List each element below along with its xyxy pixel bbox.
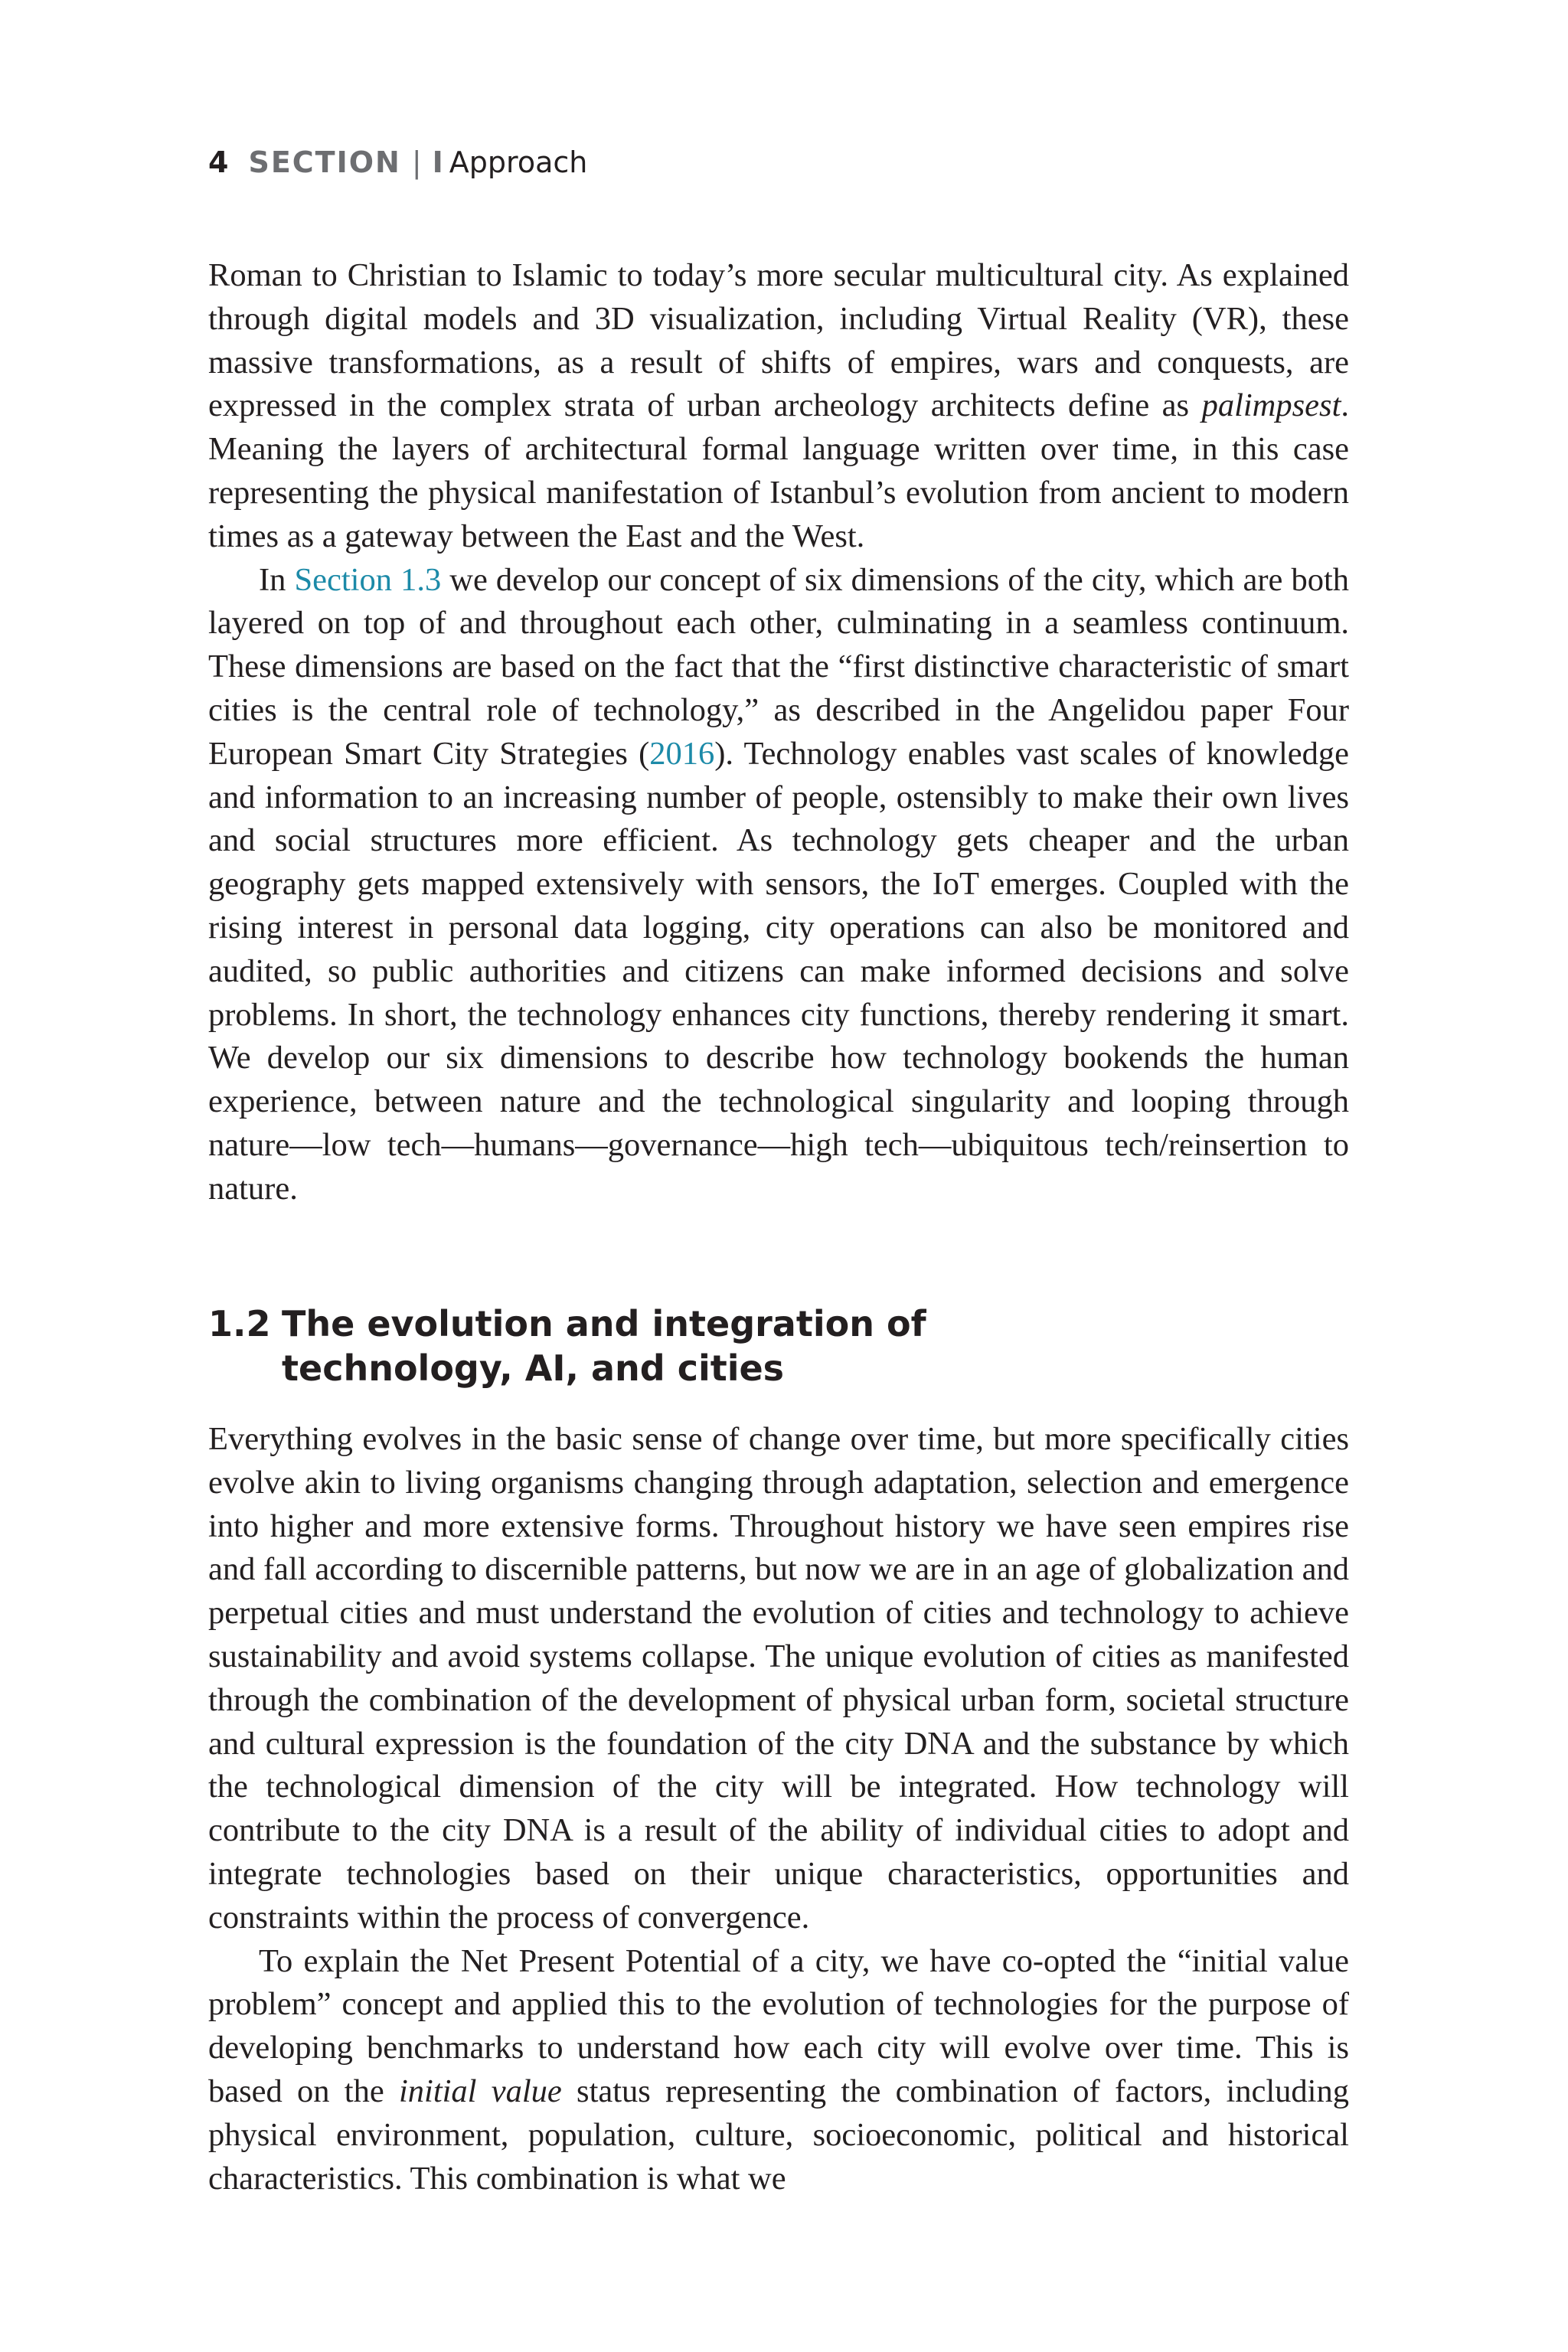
body-text-lower [208, 1418, 1349, 2200]
text-run: . Meaning the layers of architectural formal language written over time, in this case representing the physical manifestation of Istanbul’s evolution from ancient to modern times as a gateway between the East and the West. [208, 387, 1349, 554]
section-label: SECTION [248, 145, 401, 179]
section-heading [208, 1302, 1349, 1390]
paragraph-net-present-potential [208, 1940, 1349, 2201]
text-run: status representing the combination of factors, including physical environment, population, culture, socioeconomic, political and historical characteristics. This combination is what we [208, 2073, 1349, 2197]
text-run: In [259, 561, 295, 598]
section-link[interactable]: Section 1.3 [294, 561, 442, 598]
paragraph-evolution [208, 1418, 1349, 1940]
page-number: 4 [208, 145, 229, 179]
paragraph-istanbul [208, 254, 1349, 559]
heading-number: 1.2 [208, 1303, 271, 1344]
text-run: To explain the Net Present Potential of a city, we have co-opted the “initial value problem” concept and applied this to the evolution of technologies for the purpose of developing benchmarks to understand how each city will evolve over time. This is based on the [208, 1942, 1349, 2109]
section-title: Approach [449, 145, 588, 179]
italic-term: initial value [398, 2073, 562, 2109]
text-run: Roman to Christian to Islamic to today’s more secular multicultural city. As explained through digital models and 3D visualization, including Virtual Reality (VR), these massive transformations, as a result of shifts of empires, wars and conquests, are expressed in the complex strata of urban archeology architects define as [208, 257, 1349, 424]
italic-term: palimpsest [1201, 387, 1341, 424]
text-run: we develop our concept of six dimensions of the city, which are both layered on top of and throughout each other, culminating in a seamless continuum. These dimensions are based on the fact that the “first distinctive characteristic of smart cities is the central role of technology,” as described in the Angelidou paper Four European Smart City Strategies ( [208, 561, 1350, 772]
text-run: ). Technology enables vast scales of knowledge and information to an increasing number of people, ostensibly to make their own lives and social structures more efficient. As technology gets cheaper and the urban geography gets mapped extensively with sensors, the IoT emerges. Coupled with the rising interest in personal data logging, city operations can also be monitored and audited, so public authorities and citizens can make informed decisions and solve problems. In short, the technology enhances city functions, thereby rendering it smart. We develop our six dimensions to describe how technology bookends the human experience, between nature and the technological singularity and looping through nature—low tech—humans—governance—high tech—ubiquitous tech/reinsertion to nature. [208, 735, 1349, 1207]
text-run: Everything evolves in the basic sense of change over time, but more specifically cities evolve akin to living organisms changing through adaptation, selection and emergence into higher and more extensive forms. Throughout history we have seen empires rise and fall according to discernible patterns, but now we are in an age of globalization and perpetual cities and must understand the evolution of cities and technology to achieve sustainability and avoid systems collapse. The unique evolution of cities as manifested through the combination of the development of physical urban form, societal structure and cultural expression is the foundation of the city DNA and the substance by which the technological dimension of the city will be integrated. How technology will contribute to the city DNA is a result of the ability of individual cities to adopt and integrate technologies based on their unique characteristics, opportunities and constraints within the process of convergence. [208, 1421, 1349, 1936]
header-separator: | [411, 145, 422, 179]
running-head [208, 145, 587, 179]
citation-link[interactable]: 2016 [649, 735, 715, 772]
paragraph-six-dimensions [208, 559, 1349, 1211]
heading-title: The evolution and integration of technology, AI, and cities [282, 1303, 926, 1389]
body-text-upper [208, 254, 1349, 1211]
section-number: I [432, 145, 443, 179]
